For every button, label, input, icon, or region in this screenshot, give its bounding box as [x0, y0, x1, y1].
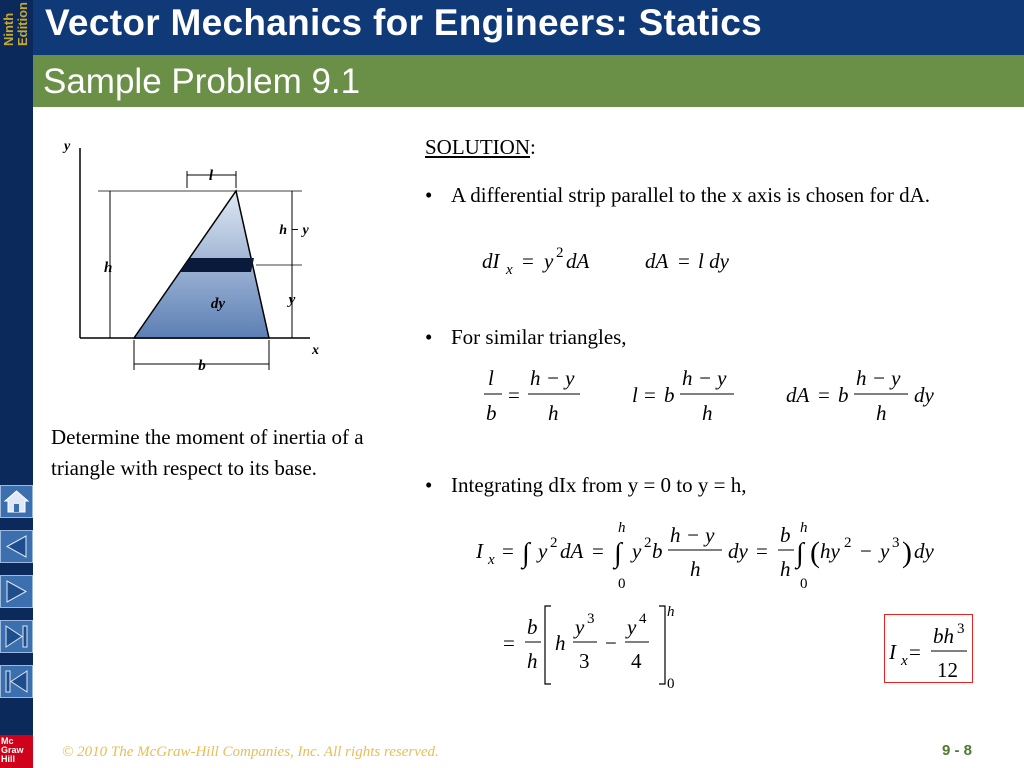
svg-text:∫: ∫	[614, 538, 622, 569]
svg-text:3: 3	[957, 621, 965, 637]
subtitle-band	[33, 55, 1024, 107]
equation-integral	[470, 512, 950, 592]
svg-text:y: y	[627, 615, 637, 639]
svg-text:=: =	[909, 640, 921, 664]
equation-evaluated	[495, 598, 695, 690]
logo-line2: Graw	[1, 745, 24, 755]
bullet-1-text: A differential strip parallel to the x axis is chosen for dA.	[451, 183, 930, 207]
svg-text:x: x	[901, 653, 908, 669]
svg-text:4: 4	[631, 649, 642, 673]
svg-text:h: h	[690, 557, 701, 581]
solution-heading-text: SOLUTION	[425, 135, 530, 159]
svg-text:2: 2	[644, 535, 652, 551]
page-number: 9 - 8	[942, 742, 973, 759]
svg-text:0: 0	[667, 676, 675, 690]
last-button[interactable]	[0, 620, 33, 653]
svg-text:dA: dA	[645, 249, 669, 273]
svg-text:=: =	[592, 539, 604, 563]
svg-text:=: =	[503, 631, 515, 655]
previous-button[interactable]	[0, 530, 33, 563]
solution-heading-suffix: :	[530, 135, 536, 159]
svg-text:h: h	[618, 520, 626, 536]
copyright-notice: © 2010 The McGraw-Hill Companies, Inc. All rights reserved.	[62, 744, 439, 760]
logo-line3: Hill	[1, 754, 16, 764]
svg-text:h: h	[780, 557, 791, 581]
svg-text:2: 2	[844, 535, 852, 551]
svg-text:=: =	[818, 383, 830, 407]
svg-text:b: b	[486, 401, 497, 425]
svg-text:h: h	[555, 631, 566, 655]
svg-text:=: =	[644, 383, 656, 407]
svg-text:bh: bh	[933, 624, 954, 648]
svg-text:−: −	[605, 631, 617, 655]
return-icon	[1, 666, 32, 697]
svg-text:x: x	[506, 262, 513, 278]
solution-bullet-3	[425, 470, 1005, 500]
height-label: h	[104, 260, 113, 276]
svg-text:l: l	[632, 383, 638, 407]
previous-icon	[1, 531, 32, 562]
equation-differential	[470, 240, 770, 280]
svg-text:h: h	[800, 520, 808, 536]
svg-text:h: h	[667, 604, 675, 620]
next-button[interactable]	[0, 575, 33, 608]
svg-text:3: 3	[892, 535, 900, 551]
page-subtitle: Sample Problem 9.1	[43, 62, 361, 101]
svg-text:x: x	[488, 552, 495, 568]
svg-text:b: b	[527, 615, 538, 639]
svg-text:2: 2	[556, 245, 564, 261]
svg-text:∫: ∫	[796, 538, 804, 569]
solution-heading	[425, 135, 536, 160]
bullet-marker: •	[425, 473, 433, 497]
x-axis-label: x	[312, 343, 319, 358]
y-axis-label: y	[64, 139, 71, 154]
svg-text:∫: ∫	[522, 538, 530, 569]
svg-text:=: =	[522, 249, 534, 273]
edition-label	[2, 2, 30, 46]
answer-box	[884, 614, 973, 683]
svg-text:b: b	[838, 383, 849, 407]
svg-text:dy: dy	[914, 539, 934, 563]
svg-text:4: 4	[639, 611, 647, 627]
svg-text:hy: hy	[820, 539, 840, 563]
svg-text:I: I	[476, 539, 483, 563]
svg-text:y: y	[538, 539, 548, 563]
last-icon	[1, 621, 32, 652]
svg-text:3: 3	[579, 649, 590, 673]
title-band	[33, 0, 1024, 55]
top-width-label: l	[208, 168, 214, 184]
svg-text:y: y	[880, 539, 890, 563]
svg-text:h − y: h − y	[856, 366, 901, 390]
svg-text:l dy: l dy	[698, 249, 729, 273]
svg-text:h: h	[876, 401, 887, 425]
publisher-logo	[0, 735, 33, 768]
next-icon	[1, 576, 32, 607]
answer-formula	[885, 615, 971, 681]
h-minus-y-label: h − y	[279, 223, 309, 238]
svg-text:2: 2	[550, 535, 558, 551]
svg-text:12: 12	[937, 658, 958, 681]
svg-text:h − y: h − y	[682, 366, 727, 390]
y-dimension-label: y	[288, 292, 296, 308]
svg-text:b: b	[780, 523, 791, 547]
bullet-marker: •	[425, 183, 433, 207]
svg-text:=: =	[502, 539, 514, 563]
svg-text:I: I	[889, 640, 896, 664]
svg-text:dA: dA	[786, 383, 810, 407]
home-icon	[1, 486, 32, 517]
svg-text:h: h	[548, 401, 559, 425]
svg-text:dy: dy	[914, 383, 934, 407]
svg-text:−: −	[860, 539, 872, 563]
svg-text:y: y	[544, 249, 554, 273]
bullet-2-text: For similar triangles,	[451, 325, 627, 349]
equation-similar-triangles	[470, 360, 950, 430]
home-button[interactable]	[0, 485, 33, 518]
svg-text:dy: dy	[728, 539, 748, 563]
svg-text:=: =	[756, 539, 768, 563]
svg-text:dI: dI	[482, 249, 500, 273]
edition-line2: Edition	[15, 2, 30, 47]
base-label: b	[198, 358, 206, 374]
svg-text:0: 0	[618, 576, 626, 592]
dy-label: dy	[210, 296, 226, 312]
edition-line1: Ninth	[1, 12, 16, 47]
triangle-figure	[56, 130, 342, 376]
solution-bullet-2	[425, 322, 1005, 352]
svg-text:=: =	[508, 383, 520, 407]
svg-text:3: 3	[587, 611, 595, 627]
logo-line1: Mc	[1, 736, 14, 746]
svg-text:y: y	[575, 615, 585, 639]
svg-text:dA: dA	[566, 249, 590, 273]
svg-text:0: 0	[800, 576, 808, 592]
svg-text:h: h	[527, 649, 538, 673]
return-button[interactable]	[0, 665, 33, 698]
problem-statement: Determine the moment of inertia of a triangle with respect to its base.	[51, 425, 364, 480]
solution-bullet-1	[425, 180, 1005, 210]
svg-text:b: b	[664, 383, 675, 407]
bullet-3-text: Integrating dIx from y = 0 to y = h,	[451, 473, 747, 497]
svg-text:y: y	[632, 539, 642, 563]
svg-text:h − y: h − y	[530, 366, 575, 390]
svg-text:(: (	[810, 536, 820, 569]
bullet-marker: •	[425, 325, 433, 349]
svg-text:): )	[902, 536, 912, 569]
svg-text:h − y: h − y	[670, 523, 715, 547]
svg-text:h: h	[702, 401, 713, 425]
svg-text:l: l	[488, 366, 494, 390]
svg-text:dA: dA	[560, 539, 584, 563]
svg-text:=: =	[678, 249, 690, 273]
svg-text:b: b	[652, 539, 663, 563]
page-title: Vector Mechanics for Engineers: Statics	[45, 2, 762, 43]
